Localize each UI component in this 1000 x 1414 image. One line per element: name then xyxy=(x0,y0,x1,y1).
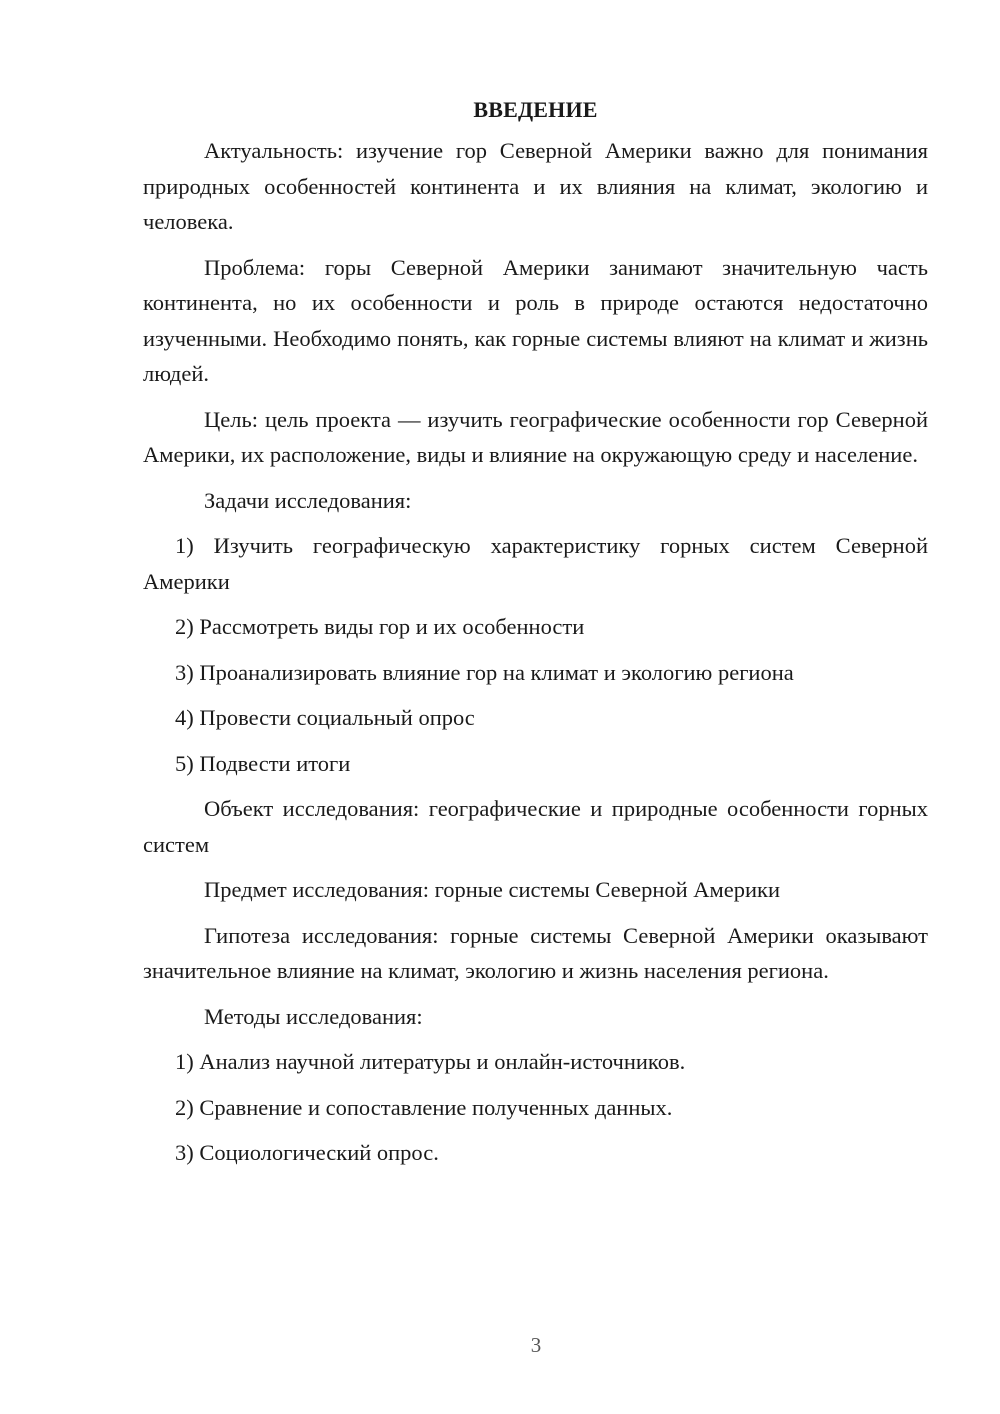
goal-paragraph: Цель: цель проекта — изучить географические особенности гор Северной Америки, их расположение, виды и влияние на окружающую среду и население. xyxy=(143,406,928,467)
task-item: 5) Подвести итоги xyxy=(175,750,351,776)
hypothesis-paragraph: Гипотеза исследования: горные системы Северной Америки оказывают значительное влияние на климат, экологию и жизнь населения региона. xyxy=(143,922,928,983)
section-heading: ВВЕДЕНИЕ xyxy=(473,97,598,122)
task-item: 2) Рассмотреть виды гор и их особенности xyxy=(175,614,585,639)
method-item: 2) Сравнение и сопоставление полученных данных. xyxy=(175,1094,673,1120)
object-paragraph: Объект исследования: географические и природные особенности горных систем xyxy=(143,796,928,857)
document-body xyxy=(143,92,928,1171)
page-number: 3 xyxy=(530,1333,542,1357)
relevance-paragraph: Актуальность: изучение гор Северной Америки важно для понимания природных особенностей континента и их влияния на климат, экологию и человека. xyxy=(143,138,928,234)
task-item: 3) Проанализировать влияние гор на климат и экологию региона xyxy=(175,659,794,685)
task-item: 1) Изучить географическую характеристику горных систем Северной Америки xyxy=(143,533,928,594)
method-item: 3) Социологический опрос. xyxy=(175,1140,439,1165)
methods-title: Методы исследования: xyxy=(204,1003,423,1029)
problem-paragraph: Проблема: горы Северной Америки занимают значительную часть континента, но их особенности и роль в природе остаются недостаточно изученными. Необходимо понять, как горные системы влияют на климат и жизнь людей. xyxy=(143,254,928,386)
task-item: 4) Провести социальный опрос xyxy=(175,705,475,730)
subject-paragraph: Предмет исследования: горные системы Северной Америки xyxy=(204,877,781,902)
tasks-title: Задачи исследования: xyxy=(204,487,412,513)
method-item: 1) Анализ научной литературы и онлайн-источников. xyxy=(175,1049,686,1074)
